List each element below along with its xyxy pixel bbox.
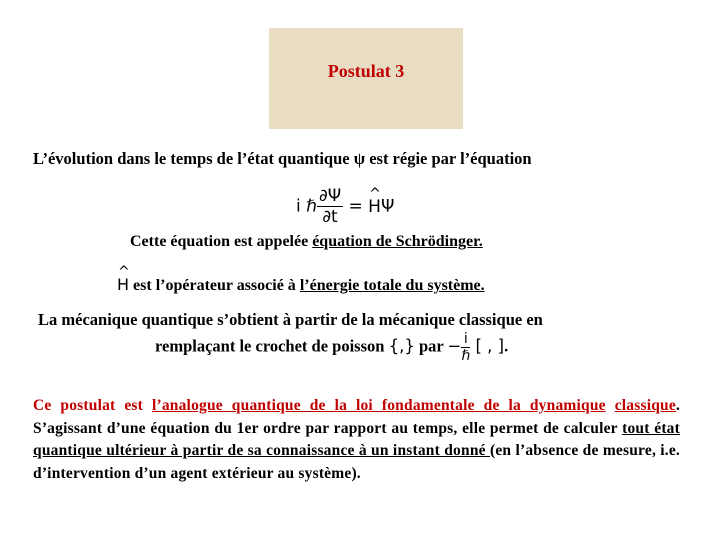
page-title: Postulat 3 bbox=[327, 61, 405, 81]
postulate-paragraph bbox=[33, 395, 680, 485]
paragraph-red-start: Ce postulat est bbox=[33, 397, 152, 414]
equation-derivative bbox=[317, 186, 343, 227]
hamiltonian-operator: ^ H bbox=[368, 197, 381, 217]
equation-equals: = bbox=[348, 196, 363, 217]
i-over-hbar bbox=[461, 331, 470, 364]
paragraph-underlined-state: tout état quantique ultérieur à partir de sa connaissance à un instant donné bbox=[33, 419, 680, 459]
classical-text: remplaçant le crochet de poisson bbox=[155, 336, 389, 356]
schrodinger-equation bbox=[296, 186, 394, 227]
evolution-line: L’évolution dans le temps de l’état quantique ψ est régie par l’équation bbox=[33, 149, 532, 168]
schrodinger-line bbox=[130, 233, 483, 251]
poisson-bracket: {,} bbox=[388, 336, 415, 356]
minus-sign: − bbox=[447, 336, 462, 356]
classical-end: . bbox=[504, 336, 509, 356]
frac-numerator: i bbox=[461, 331, 470, 348]
classical-line-2 bbox=[155, 331, 508, 364]
commutator: [ , ] bbox=[470, 336, 505, 356]
equation-denominator: ∂t bbox=[322, 207, 338, 227]
frac-denominator: ℏ bbox=[461, 348, 471, 364]
schrodinger-text: Cette équation est appelée bbox=[130, 233, 313, 250]
equation-psi: Ψ bbox=[380, 196, 395, 217]
paragraph-analogue-term: l’analogue quantique de la loi fondamentale de la dynamique bbox=[151, 397, 606, 414]
paragraph-text-2: (en l’absence de mesure, i.e. d’intervention d’un agent extérieur au système). bbox=[33, 442, 680, 482]
hamiltonian-symbol: ^ H bbox=[117, 275, 129, 294]
paragraph-classique-term: classique bbox=[614, 397, 676, 414]
hamiltonian-line bbox=[117, 275, 485, 295]
paragraph-text-1: . S’agissant d’une équation du 1er ordre par rapport au temps, elle permet de calculer bbox=[33, 397, 681, 437]
hamiltonian-text: est l’opérateur associé à bbox=[129, 277, 300, 294]
schrodinger-term: équation de Schrödinger. bbox=[312, 233, 483, 250]
par-text: par bbox=[414, 336, 448, 356]
total-energy-term: l’énergie totale du système. bbox=[299, 277, 485, 294]
equation-prefix: i ℏ bbox=[296, 196, 317, 217]
classical-line-1: La mécanique quantique s’obtient à partir de la mécanique classique en bbox=[38, 310, 543, 329]
equation-numerator: ∂Ψ bbox=[318, 186, 342, 206]
title-box bbox=[269, 28, 463, 129]
